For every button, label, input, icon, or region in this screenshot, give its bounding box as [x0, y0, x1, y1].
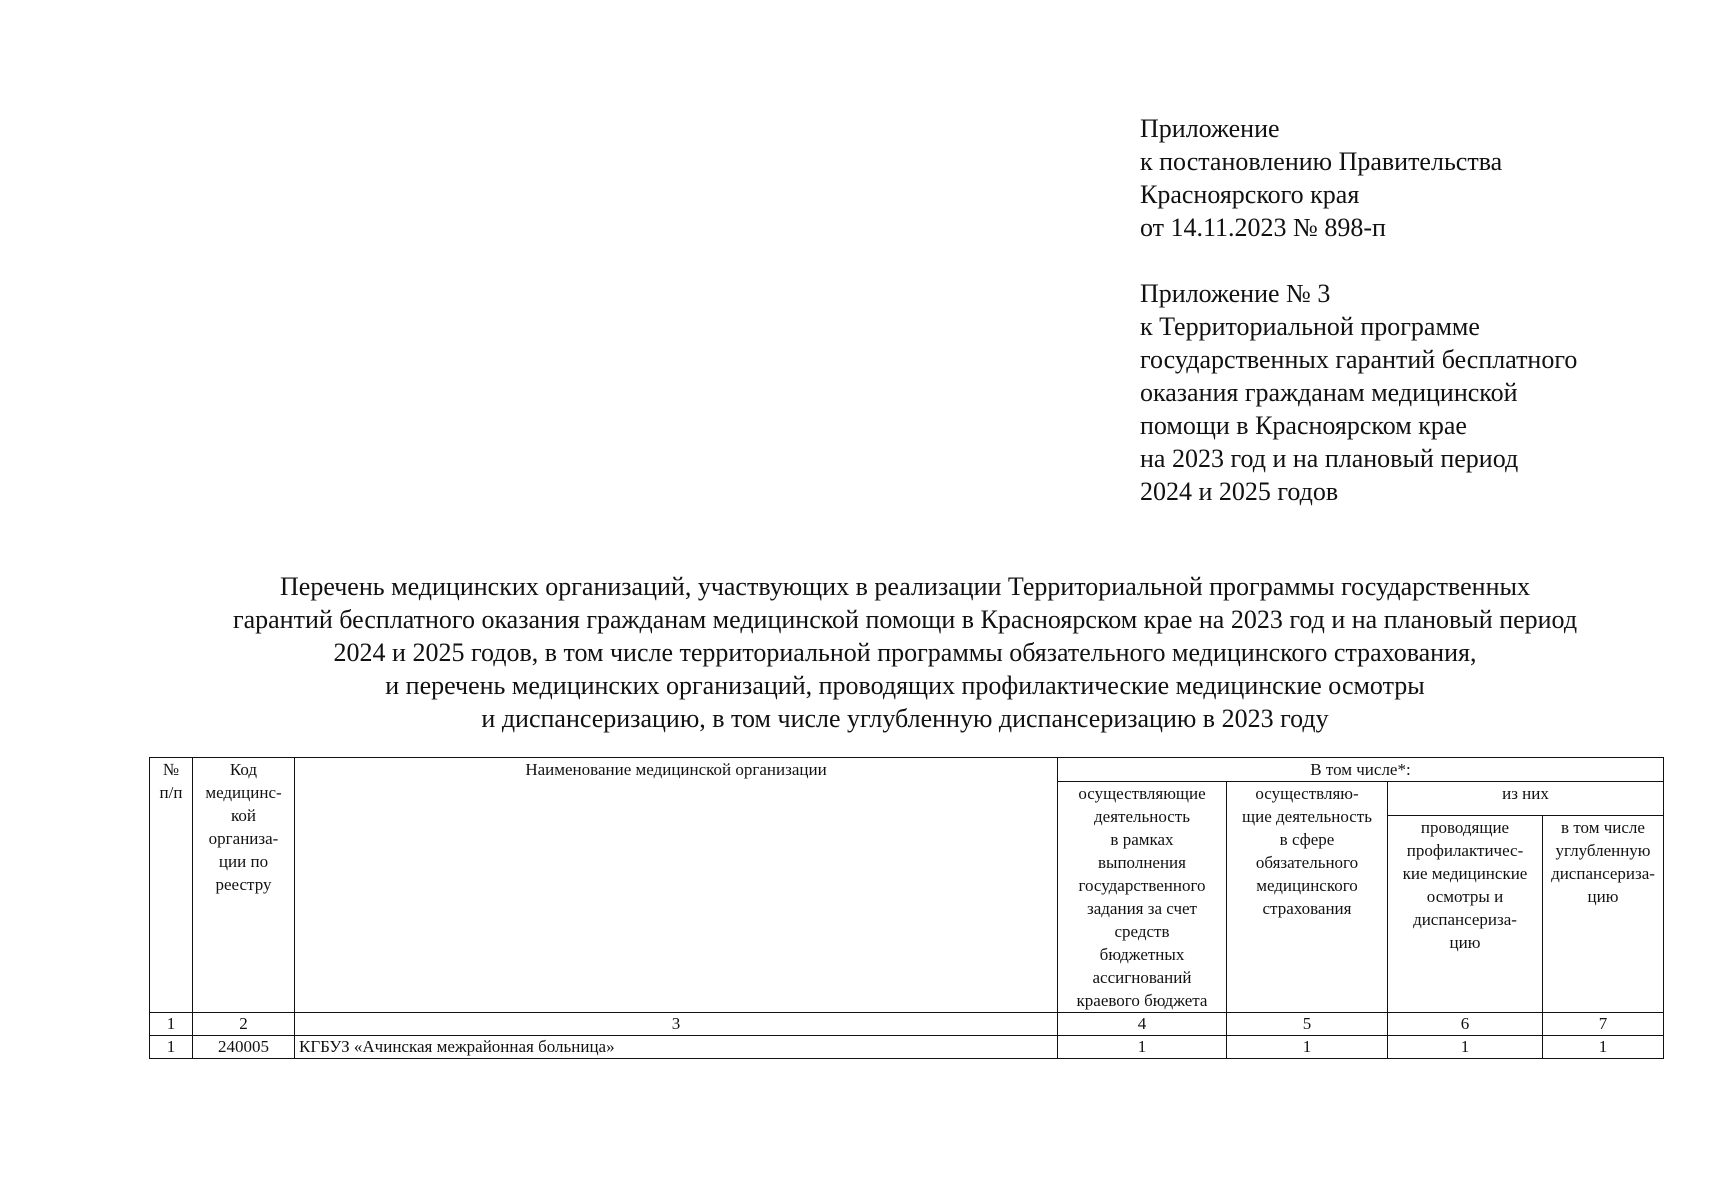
appendix-line: Приложение — [1140, 114, 1280, 143]
header-text: ции по — [218, 852, 269, 871]
header-in-depth-dispensary — [1543, 816, 1664, 1013]
header-text: Код — [229, 760, 258, 779]
header-text: медицинского — [1256, 876, 1358, 895]
header-text: Наименование медицинской организации — [525, 760, 827, 779]
title-line: и диспансеризацию, в том числе углубленную диспансеризацию в 2023 году — [481, 704, 1329, 733]
header-text: № — [162, 760, 180, 779]
header-text: деятельность — [1094, 807, 1190, 826]
column-number: 2 — [193, 1013, 295, 1036]
header-text: цию — [1587, 887, 1619, 906]
column-numbers-row — [150, 1013, 1664, 1036]
header-text: страхования — [1262, 899, 1352, 918]
header-text: щие деятельность — [1242, 807, 1372, 826]
appendix-line: к постановлению Правительства — [1140, 147, 1503, 176]
header-text: кие медицинские — [1402, 864, 1528, 883]
appendix-program-block — [1140, 277, 1680, 508]
header-text: обязательного — [1255, 853, 1359, 872]
appendix-header — [1140, 112, 1680, 508]
header-text: ассигнований — [1092, 968, 1192, 987]
header-text: диспансериза- — [1551, 864, 1655, 883]
header-text: государственного — [1078, 876, 1206, 895]
in-depth-dispensary-flag: 1 — [1543, 1036, 1664, 1059]
title-line: и перечень медицинских организаций, проводящих профилактические медицинские осмотры — [385, 671, 1425, 700]
header-text: медицинс- — [205, 783, 282, 802]
header-text: краевого бюджета — [1076, 991, 1208, 1010]
header-text: средств — [1114, 922, 1170, 941]
table-header — [150, 758, 1664, 1013]
appendix-line: Приложение № 3 — [1140, 279, 1331, 308]
document-title — [140, 570, 1670, 735]
appendix-line: помощи в Красноярском крае — [1140, 411, 1467, 440]
header-group-of-them: из них — [1388, 782, 1664, 816]
oms-flag: 1 — [1227, 1036, 1388, 1059]
header-group-including: В том числе*: — [1058, 758, 1664, 782]
header-text: выполнения — [1098, 853, 1186, 872]
appendix-line: от 14.11.2023 № 898-п — [1140, 213, 1386, 242]
header-text: осуществляю- — [1255, 784, 1359, 803]
table-body — [150, 1013, 1664, 1059]
appendix-line: 2024 и 2025 годов — [1140, 477, 1339, 506]
column-number: 6 — [1388, 1013, 1543, 1036]
header-preventive-exams — [1388, 816, 1543, 1013]
header-text: в сфере — [1279, 830, 1335, 849]
column-number: 5 — [1227, 1013, 1388, 1036]
column-number: 1 — [150, 1013, 193, 1036]
appendix-line: государственных гарантий бесплатного — [1140, 345, 1578, 374]
column-number: 7 — [1543, 1013, 1664, 1036]
header-text: организа- — [208, 829, 279, 848]
column-number: 3 — [295, 1013, 1058, 1036]
title-line: 2024 и 2025 годов, в том числе территориальной программы обязательного медицинского страхования, — [333, 638, 1477, 667]
header-text: профилактичес- — [1406, 841, 1524, 860]
registry-code: 240005 — [193, 1036, 295, 1059]
header-text: проводящие — [1420, 818, 1510, 837]
appendix-line: к Территориальной программе — [1140, 312, 1480, 341]
organization-name: КГБУЗ «Ачинская межрайонная больница» — [295, 1036, 1058, 1059]
appendix-resolution-block — [1140, 112, 1680, 244]
title-line: гарантий бесплатного оказания гражданам медицинской помощи в Красноярском крае на 2023 год и на плановый период — [232, 605, 1578, 634]
header-text: бюджетных — [1099, 945, 1185, 964]
header-text: в рамках — [1110, 830, 1174, 849]
organizations-table — [149, 757, 1664, 1059]
appendix-line: оказания гражданам медицинской — [1140, 378, 1518, 407]
header-text: углубленную — [1555, 841, 1651, 860]
header-text: кой — [231, 806, 256, 825]
header-text: в том числе — [1561, 818, 1645, 837]
header-registry-code — [193, 758, 295, 1013]
header-text: задания за счет — [1087, 899, 1197, 918]
header-text: п/п — [159, 783, 183, 802]
header-organization-name — [295, 758, 1058, 1013]
row-number: 1 — [150, 1036, 193, 1059]
table-row — [150, 1036, 1664, 1059]
appendix-line: на 2023 год и на плановый период — [1140, 444, 1519, 473]
appendix-line: Красноярского края — [1140, 180, 1360, 209]
header-text: осуществляющие — [1078, 784, 1206, 803]
header-text: цию — [1449, 933, 1481, 952]
title-line: Перечень медицинских организаций, участвующих в реализации Территориальной программы государственных — [280, 572, 1530, 601]
state-assignment-flag: 1 — [1058, 1036, 1227, 1059]
header-text: реестру — [215, 875, 272, 894]
preventive-exams-flag: 1 — [1388, 1036, 1543, 1059]
header-state-assignment — [1058, 782, 1227, 1013]
header-text: диспансериза- — [1413, 910, 1517, 929]
header-text: осмотры и — [1426, 887, 1504, 906]
header-number — [150, 758, 193, 1013]
column-number: 4 — [1058, 1013, 1227, 1036]
header-oms — [1227, 782, 1388, 1013]
